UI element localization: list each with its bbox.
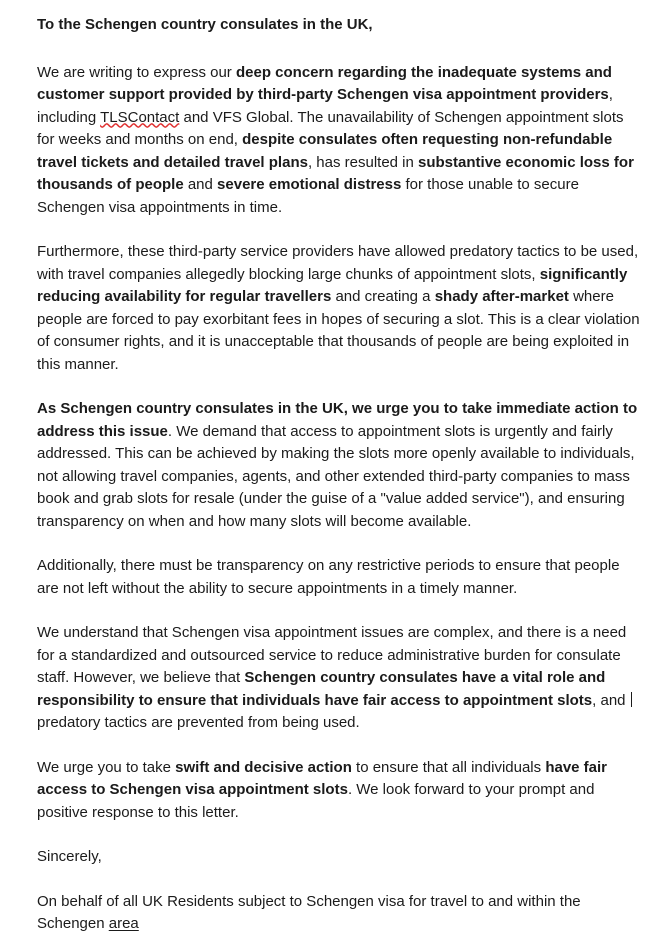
body-text: to ensure that all individuals [351, 758, 546, 776]
emphasis-text: severe emotional distress [217, 176, 402, 193]
body-text: We understand that Schengen visa appointment issues are complex, and there is a need for a standardized and outsourced service to reduce administrative burden for consulate staff. However, we believe that [37, 624, 627, 686]
body-text: and VFS Global. The unavailability of Schengen appointment slots for weeks and months on end, [37, 108, 624, 148]
letter-paragraph [37, 846, 640, 869]
emphasis-text: substantive economic loss for thousands of people [37, 153, 634, 193]
body-text: On behalf of all UK Residents subject to Schengen visa for travel to and within the Schengen [37, 892, 581, 932]
emphasis-text: swift and decisive action [175, 758, 352, 776]
body-text: , and [592, 691, 630, 709]
body-text: Furthermore, these third-party service providers have allowed predatory tactics to be used, with travel companies allegedly blocking large chunks of appointment slots, [37, 243, 639, 283]
emphasis-text: As Schengen country consulates in the UK, we urge you to take immediate action to address this issue [37, 400, 638, 440]
emphasis-text: have fair access to Schengen visa appointment slots [37, 758, 608, 798]
body-text: for those unable to secure Schengen visa appointments in time. [37, 176, 579, 216]
body-text: We urge you to take [37, 758, 176, 776]
letter-body[interactable] [37, 62, 640, 936]
letter-salutation: To the Schengen country consulates in the UK, [37, 16, 373, 33]
emphasis-text: despite consulates often requesting non-refundable travel tickets and detailed travel plans [37, 131, 613, 171]
emphasis-text: shady after-market [434, 288, 569, 305]
body-text: , has resulted in [307, 153, 419, 171]
underlined-text: area [108, 915, 139, 932]
letter-paragraph [37, 891, 640, 936]
letter-paragraph [37, 757, 640, 825]
letter-paragraph [37, 622, 640, 735]
letter-paragraph [37, 241, 640, 376]
letter-paragraph [37, 398, 640, 533]
body-text: , including [37, 86, 613, 126]
emphasis-text: significantly reducing availability for regular travellers [37, 265, 628, 305]
text-cursor-caret [631, 692, 632, 707]
body-text: . We look forward to your prompt and positive response to this letter. [37, 781, 595, 821]
misspelled-word: TLSContact [100, 108, 180, 126]
body-text: where people are forced to pay exorbitant fees in hopes of securing a slot. This is a clear violation of consumer rights, and it is unacceptable that thousands of people are being exploited in this manner. [37, 288, 640, 373]
body-text: We are writing to express our [37, 63, 236, 81]
letter-paragraph [37, 62, 640, 220]
body-text: Additionally, there must be transparency on any restrictive periods to ensure that people are not left without the ability to secure appointments in a timely manner. [37, 557, 620, 597]
body-text: . We demand that access to appointment slots is urgently and fairly addressed. This can be achieved by making the slots more openly available to individuals, not allowing travel companies, agents, and other extended third-party companies to mass book and grab slots for resale (under the guise of a "value added service"), and ensuring transparency on when and how many slots will become available. [37, 422, 635, 530]
emphasis-text: Schengen country consulates have a vital role and responsibility to ensure that individuals have fair access to appointment slots [37, 669, 606, 709]
emphasis-text: deep concern regarding the inadequate systems and customer support provided by third-party Schengen visa appointment providers [37, 63, 612, 103]
body-text: predatory tactics are prevented from being used. [37, 714, 360, 731]
body-text: and [183, 176, 218, 193]
body-text: Sincerely, [37, 848, 102, 865]
body-text: and creating a [331, 288, 435, 305]
letter-paragraph [37, 555, 640, 600]
